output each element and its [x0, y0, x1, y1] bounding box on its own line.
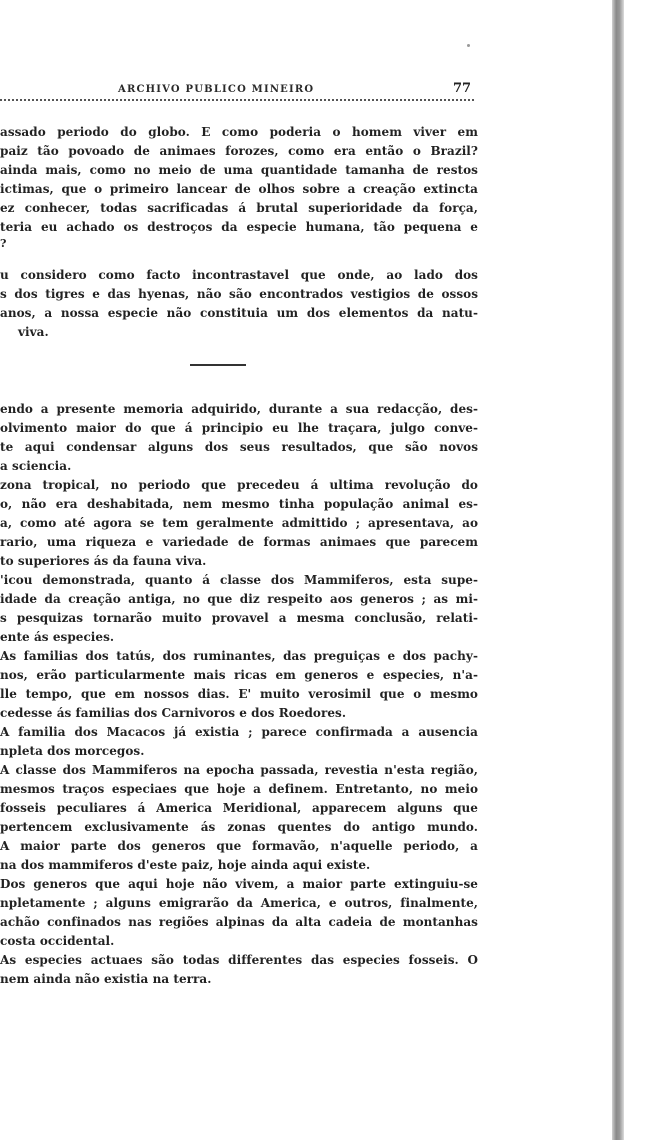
text-line: lle tempo, que em nossos dias. E' muito verosimil que o mesmo: [0, 687, 478, 701]
page-number: 77: [453, 81, 472, 96]
text-line: costa occidental.: [0, 934, 115, 948]
text-line: a, como até agora se tem geralmente admittido ; apresentava, ao: [0, 516, 478, 530]
text-line: s pesquizas tornarão muito provavel a mesma conclusão, relati-: [0, 611, 478, 625]
text-line: cedesse ás familias dos Carnivoros e dos Roedores.: [0, 706, 347, 720]
text-line: ente ás especies.: [0, 630, 115, 644]
text-line: assado periodo do globo. E como poderia o homem viver em: [0, 125, 478, 139]
text-line: 'icou demonstrada, quanto á classe dos Mammiferos, esta supe-: [0, 573, 478, 587]
text-line: pertencem exclusivamente ás zonas quentes do antigo mundo.: [0, 820, 478, 834]
text-line: ez conhecer, todas sacrificadas á brutal superioridade da força,: [0, 201, 478, 215]
text-line: Dos generos que aqui hoje não vivem, a maior parte extinguiu-se: [0, 877, 478, 891]
section-separator: [190, 364, 246, 366]
text-line: npleta dos morcegos.: [0, 744, 145, 758]
text-line: rario, uma riqueza e variedade de formas animaes que parecem: [0, 535, 478, 549]
text-line: olvimento maior do que á principio eu lhe traçara, julgo conve-: [0, 421, 478, 435]
paragraph-1: [0, 123, 478, 251]
text-line: As especies actuaes são todas differentes das especies fosseis. O: [0, 953, 478, 967]
page-edge-shadow: [612, 0, 624, 1140]
page-header: [0, 80, 474, 100]
text-line: teria eu achado os destroços da especie humana, tão pequena e: [0, 220, 478, 234]
header-rule: [0, 99, 474, 101]
text-line: A familia dos Macacos já existia ; parece confirmada a ausencia: [0, 725, 478, 739]
text-line: ?: [0, 237, 7, 250]
text-line: A classe dos Mammiferos na epocha passada, revestia n'esta região,: [0, 763, 478, 777]
conclusions-section: [0, 400, 478, 989]
text-line: achão confinados nas regiões alpinas da alta cadeia de montanhas: [0, 915, 478, 929]
text-line: nem ainda não existia na terra.: [0, 972, 212, 986]
text-line: paiz tão povoado de animaes forozes, como era então o Brazil?: [0, 144, 478, 158]
text-line: anos, a nossa especie não constituia um dos elementos da natu-: [0, 306, 478, 320]
text-line: nos, erão particularmente mais ricas em generos e especies, n'a-: [0, 668, 478, 682]
text-line: na dos mammiferos d'este paiz, hoje ainda aqui existe.: [0, 858, 371, 872]
text-line: u considero como facto incontrastavel que onde, ao lado dos: [0, 268, 478, 282]
text-line: to superiores ás da fauna viva.: [0, 554, 207, 568]
paragraph-2: [0, 266, 478, 342]
text-line: ainda mais, como no meio de uma quantidade tamanha de restos: [0, 163, 478, 177]
text-line: fosseis peculiares á America Meridional, apparecem alguns que: [0, 801, 478, 815]
text-line: viva.: [18, 325, 49, 339]
text-line: npletamente ; alguns emigrarão da America, e outros, finalmente,: [0, 896, 478, 910]
text-line: o, não era deshabitada, nem mesmo tinha população animal es-: [0, 497, 478, 511]
text-line: A maior parte dos generos que formavão, n'aquelle periodo, a: [0, 839, 478, 853]
running-title: ARCHIVO PUBLICO MINEIRO: [118, 84, 315, 95]
text-line: mesmos traços especiaes que hoje a definem. Entretanto, no meio: [0, 782, 478, 796]
text-line: te aqui condensar alguns dos seus resultados, que são novos: [0, 440, 478, 454]
text-line: a sciencia.: [0, 459, 72, 473]
text-line: ictimas, que o primeiro lancear de olhos sobre a creação extincta: [0, 182, 478, 196]
scan-speck: [467, 44, 470, 47]
text-line: s dos tigres e das hyenas, não são encontrados vestigios de ossos: [0, 287, 478, 301]
text-line: zona tropical, no periodo que precedeu á ultima revolução do: [0, 478, 478, 492]
text-line: idade da creação antiga, no que diz respeito aos generos ; as mi-: [0, 592, 478, 606]
text-line: endo a presente memoria adquirido, durante a sua redacção, des-: [0, 402, 478, 416]
text-line: As familias dos tatús, dos ruminantes, das preguiças e dos pachy-: [0, 649, 478, 663]
